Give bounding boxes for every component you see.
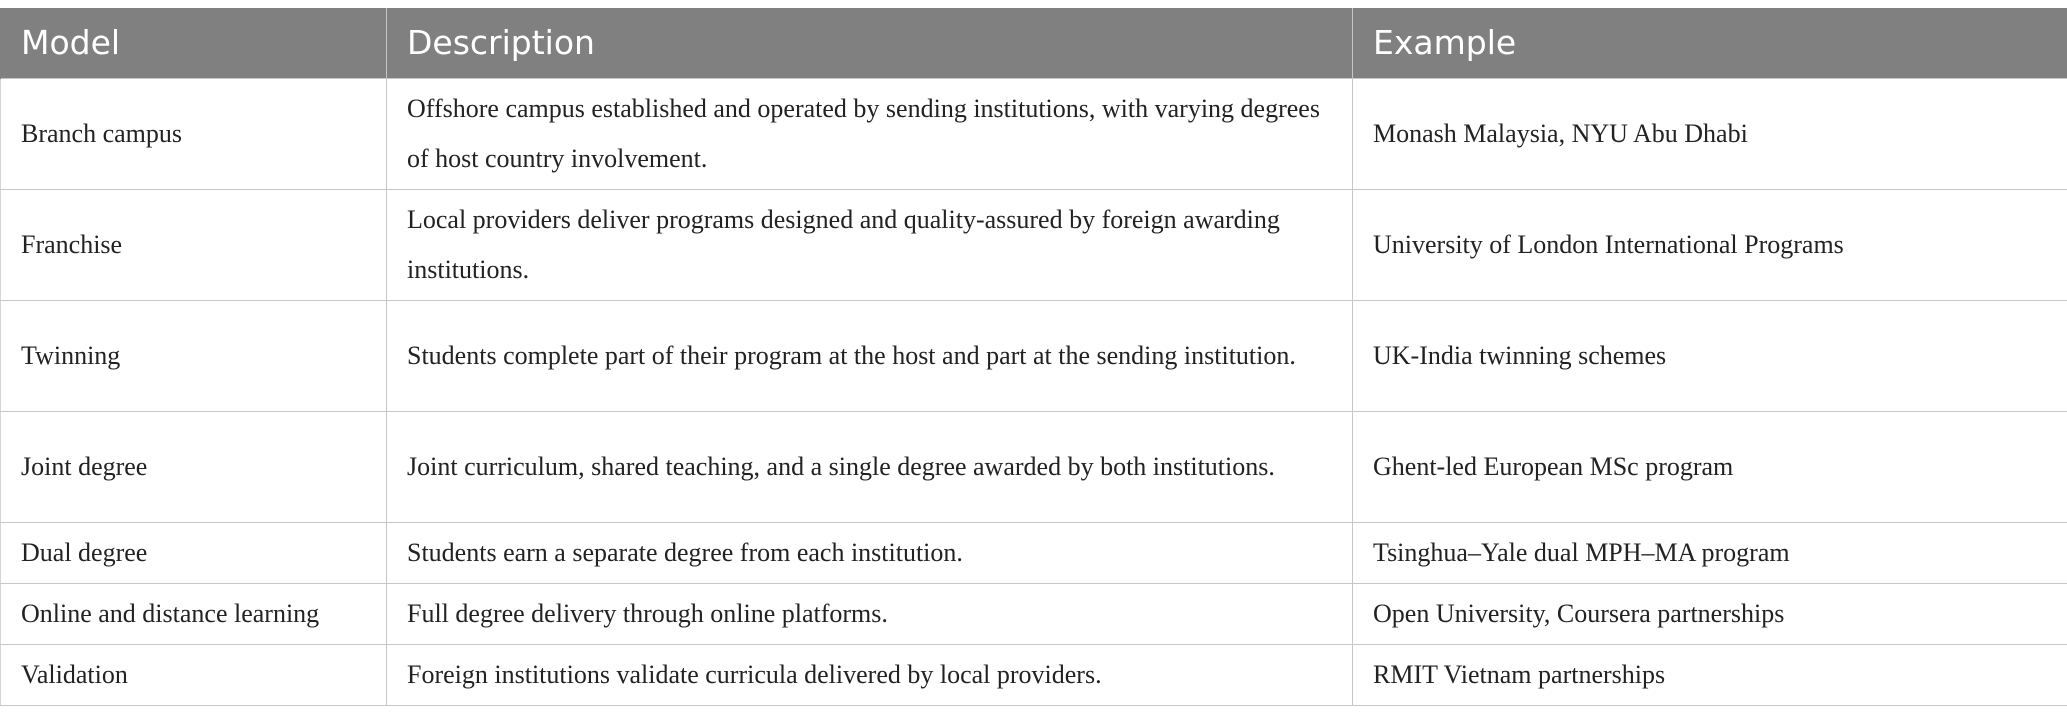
- example-cell: RMIT Vietnam partnerships: [1353, 644, 2067, 705]
- table-row: [1, 583, 2067, 644]
- header-model: Model: [1, 8, 387, 78]
- header-example: Example: [1353, 8, 2067, 78]
- description-cell: Foreign institutions validate curricula delivered by local providers.: [387, 644, 1353, 705]
- example-cell: Tsinghua–Yale dual MPH–MA program: [1353, 522, 2067, 583]
- model-cell: Branch campus: [1, 78, 387, 189]
- table-row: [1, 522, 2067, 583]
- description-cell: Local providers deliver programs designed and quality-assured by foreign awarding institutions.: [387, 189, 1353, 300]
- header-row: [1, 8, 2067, 78]
- description-cell: Offshore campus established and operated by sending institutions, with varying degrees of host country involvement.: [387, 78, 1353, 189]
- model-cell: Twinning: [1, 300, 387, 411]
- table-row: [1, 300, 2067, 411]
- description-cell: Full degree delivery through online platforms.: [387, 583, 1353, 644]
- model-cell: Franchise: [1, 189, 387, 300]
- description-cell: Joint curriculum, shared teaching, and a single degree awarded by both institutions.: [387, 411, 1353, 522]
- table-header: [1, 8, 2067, 78]
- table-row: [1, 189, 2067, 300]
- model-cell: Online and distance learning: [1, 583, 387, 644]
- description-cell: Students earn a separate degree from each institution.: [387, 522, 1353, 583]
- table-row: [1, 78, 2067, 189]
- example-cell: Monash Malaysia, NYU Abu Dhabi: [1353, 78, 2067, 189]
- models-table: [0, 8, 2067, 706]
- example-cell: Ghent-led European MSc program: [1353, 411, 2067, 522]
- example-cell: Open University, Coursera partnerships: [1353, 583, 2067, 644]
- header-description: Description: [387, 8, 1353, 78]
- table-row: [1, 644, 2067, 705]
- example-cell: University of London International Programs: [1353, 189, 2067, 300]
- model-cell: Dual degree: [1, 522, 387, 583]
- description-cell: Students complete part of their program at the host and part at the sending institution.: [387, 300, 1353, 411]
- example-cell: UK-India twinning schemes: [1353, 300, 2067, 411]
- model-cell: Joint degree: [1, 411, 387, 522]
- model-cell: Validation: [1, 644, 387, 705]
- table-row: [1, 411, 2067, 522]
- table-body: [1, 78, 2067, 705]
